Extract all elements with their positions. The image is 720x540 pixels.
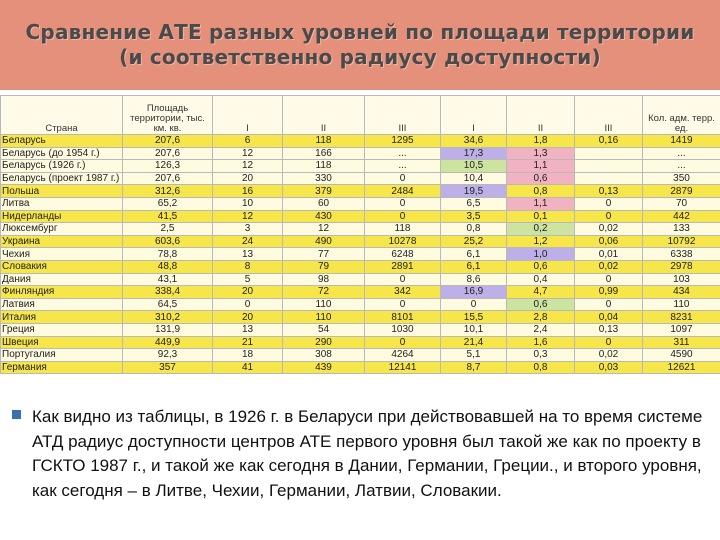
cell-units-level-1: 12 xyxy=(213,160,283,173)
cell-country: Греция xyxy=(1,323,123,336)
title-line-2: (и соответственно радиусу доступности) xyxy=(119,45,601,69)
table-row xyxy=(1,311,720,324)
cell-radius-level-3: 0,13 xyxy=(575,323,643,336)
cell-radius-level-3: 0,06 xyxy=(575,235,643,248)
header-radius-level-1: I xyxy=(441,96,507,135)
cell-units-level-3: 0 xyxy=(365,172,441,185)
cell-total-units: 2879 xyxy=(643,185,720,198)
cell-radius-level-2: 0,8 xyxy=(507,361,575,374)
cell-units-level-3: 1295 xyxy=(365,135,441,148)
table-row xyxy=(1,160,720,173)
cell-radius-level-1: 34,6 xyxy=(441,135,507,148)
cell-area: 78,8 xyxy=(123,248,213,261)
cell-country: Финляндия xyxy=(1,286,123,299)
table-row xyxy=(1,235,720,248)
cell-radius-level-2: 4,7 xyxy=(507,286,575,299)
cell-country: Италия xyxy=(1,311,123,324)
cell-radius-level-3: 0 xyxy=(575,210,643,223)
cell-country: Беларусь (до 1954 г.) xyxy=(1,147,123,160)
table-row xyxy=(1,197,720,210)
cell-radius-level-1: 19,5 xyxy=(441,185,507,198)
cell-units-level-3: 10278 xyxy=(365,235,441,248)
cell-units-level-1: 6 xyxy=(213,135,283,148)
cell-radius-level-1: 21,4 xyxy=(441,336,507,349)
cell-area: 41,5 xyxy=(123,210,213,223)
cell-radius-level-1: 8,6 xyxy=(441,273,507,286)
cell-country: Португалия xyxy=(1,349,123,362)
cell-radius-level-3: 0,02 xyxy=(575,260,643,273)
cell-radius-level-1: 16,9 xyxy=(441,286,507,299)
cell-total-units: 350 xyxy=(643,172,720,185)
cell-units-level-2: 54 xyxy=(283,323,365,336)
cell-units-level-2: 330 xyxy=(283,172,365,185)
cell-units-level-1: 21 xyxy=(213,336,283,349)
cell-radius-level-3: 0,13 xyxy=(575,185,643,198)
cell-units-level-1: 10 xyxy=(213,197,283,210)
cell-units-level-1: 13 xyxy=(213,248,283,261)
cell-units-level-1: 0 xyxy=(213,298,283,311)
cell-radius-level-3: 0,02 xyxy=(575,223,643,236)
table-row xyxy=(1,260,720,273)
cell-units-level-1: 12 xyxy=(213,210,283,223)
cell-area: 64,5 xyxy=(123,298,213,311)
header-units-level-3: III xyxy=(365,96,441,135)
cell-area: 131,9 xyxy=(123,323,213,336)
table-row xyxy=(1,147,720,160)
cell-units-level-1: 5 xyxy=(213,273,283,286)
table-row xyxy=(1,298,720,311)
cell-total-units: ... xyxy=(643,160,720,173)
cell-units-level-3: 6248 xyxy=(365,248,441,261)
header-country: Страна xyxy=(1,96,123,135)
cell-units-level-2: 118 xyxy=(283,160,365,173)
title-band xyxy=(0,0,720,90)
cell-radius-level-3: 0 xyxy=(575,298,643,311)
cell-radius-level-3 xyxy=(575,160,643,173)
slide-title xyxy=(26,20,695,70)
comparison-table-container xyxy=(0,95,720,395)
cell-country: Люксембург xyxy=(1,223,123,236)
cell-radius-level-1: 5,1 xyxy=(441,349,507,362)
cell-radius-level-3 xyxy=(575,172,643,185)
cell-radius-level-1: 6,1 xyxy=(441,248,507,261)
cell-total-units: 6338 xyxy=(643,248,720,261)
cell-radius-level-1: 0,8 xyxy=(441,223,507,236)
cell-radius-level-1: 17,3 xyxy=(441,147,507,160)
cell-area: 2,5 xyxy=(123,223,213,236)
cell-total-units: 103 xyxy=(643,273,720,286)
cell-radius-level-2: 2,8 xyxy=(507,311,575,324)
cell-total-units: 10792 xyxy=(643,235,720,248)
cell-total-units: 12621 xyxy=(643,361,720,374)
title-line-1: Сравнение АТЕ разных уровней по площади территории xyxy=(25,20,695,44)
cell-units-level-1: 3 xyxy=(213,223,283,236)
cell-radius-level-3: 0 xyxy=(575,273,643,286)
cell-radius-level-2: 0,6 xyxy=(507,172,575,185)
cell-total-units: 1419 xyxy=(643,135,720,148)
cell-units-level-2: 439 xyxy=(283,361,365,374)
cell-radius-level-1: 3,5 xyxy=(441,210,507,223)
cell-total-units: ... xyxy=(643,147,720,160)
header-units-level-1: I xyxy=(213,96,283,135)
cell-units-level-2: 12 xyxy=(283,223,365,236)
cell-total-units: 110 xyxy=(643,298,720,311)
cell-radius-level-1: 8,7 xyxy=(441,361,507,374)
cell-area: 207,6 xyxy=(123,147,213,160)
cell-radius-level-1: 0 xyxy=(441,298,507,311)
cell-radius-level-2: 0,1 xyxy=(507,210,575,223)
cell-radius-level-1: 6,1 xyxy=(441,260,507,273)
bullet-square-icon xyxy=(12,410,21,419)
note-text: Как видно из таблицы, в 1926 г. в Беларуси при действовавшей на то время системе АТД радиус доступности центров АТЕ первого уровня был такой же как по проекту в ГСКТО 1987 г., и такой же как сегодня в Дании, Германии, Греции., и второго уровня, как сегодня – в Литве, Чехии, Германии, Латвии, Словакии. xyxy=(32,407,703,500)
header-radius-level-2: II xyxy=(507,96,575,135)
cell-units-level-1: 20 xyxy=(213,172,283,185)
cell-units-level-3: ... xyxy=(365,147,441,160)
cell-radius-level-2: 1,3 xyxy=(507,147,575,160)
cell-area: 310,2 xyxy=(123,311,213,324)
table-row xyxy=(1,361,720,374)
cell-units-level-3: 8101 xyxy=(365,311,441,324)
cell-radius-level-2: 0,8 xyxy=(507,185,575,198)
cell-units-level-1: 8 xyxy=(213,260,283,273)
cell-area: 92,3 xyxy=(123,349,213,362)
cell-units-level-3: 12141 xyxy=(365,361,441,374)
cell-total-units: 8231 xyxy=(643,311,720,324)
table-row xyxy=(1,210,720,223)
table-row xyxy=(1,172,720,185)
table-row xyxy=(1,286,720,299)
cell-radius-level-3 xyxy=(575,147,643,160)
cell-area: 357 xyxy=(123,361,213,374)
cell-area: 207,6 xyxy=(123,172,213,185)
cell-radius-level-3: 0 xyxy=(575,197,643,210)
cell-radius-level-1: 15,5 xyxy=(441,311,507,324)
cell-total-units: 442 xyxy=(643,210,720,223)
cell-units-level-3: 118 xyxy=(365,223,441,236)
cell-country: Беларусь xyxy=(1,135,123,148)
cell-radius-level-2: 1,2 xyxy=(507,235,575,248)
cell-units-level-3: 1030 xyxy=(365,323,441,336)
cell-radius-level-1: 10,4 xyxy=(441,172,507,185)
cell-radius-level-3: 0 xyxy=(575,336,643,349)
cell-area: 65,2 xyxy=(123,197,213,210)
cell-radius-level-1: 25,2 xyxy=(441,235,507,248)
cell-units-level-3: 2891 xyxy=(365,260,441,273)
cell-radius-level-2: 0,4 xyxy=(507,273,575,286)
cell-units-level-1: 20 xyxy=(213,286,283,299)
cell-area: 603,6 xyxy=(123,235,213,248)
cell-units-level-3: 0 xyxy=(365,298,441,311)
cell-radius-level-3: 0,16 xyxy=(575,135,643,148)
cell-units-level-2: 60 xyxy=(283,197,365,210)
cell-radius-level-2: 0,3 xyxy=(507,349,575,362)
cell-units-level-3: 4264 xyxy=(365,349,441,362)
table-row xyxy=(1,336,720,349)
cell-country: Германия xyxy=(1,361,123,374)
table-row xyxy=(1,135,720,148)
cell-radius-level-3: 0,01 xyxy=(575,248,643,261)
cell-units-level-1: 24 xyxy=(213,235,283,248)
cell-units-level-1: 13 xyxy=(213,323,283,336)
header-total-units: Кол. адм. терр. ед. xyxy=(643,96,720,135)
header-radius-level-3: III xyxy=(575,96,643,135)
cell-radius-level-1: 10,1 xyxy=(441,323,507,336)
header-units-level-2: II xyxy=(283,96,365,135)
cell-radius-level-2: 1,1 xyxy=(507,197,575,210)
cell-country: Швеция xyxy=(1,336,123,349)
cell-country: Чехия xyxy=(1,248,123,261)
cell-area: 48,8 xyxy=(123,260,213,273)
cell-units-level-2: 110 xyxy=(283,311,365,324)
comparison-table xyxy=(0,95,720,374)
cell-units-level-2: 98 xyxy=(283,273,365,286)
cell-units-level-3: 0 xyxy=(365,336,441,349)
cell-units-level-2: 118 xyxy=(283,135,365,148)
cell-units-level-2: 110 xyxy=(283,298,365,311)
table-header-row xyxy=(1,96,720,135)
cell-area: 43,1 xyxy=(123,273,213,286)
cell-radius-level-1: 10,5 xyxy=(441,160,507,173)
cell-units-level-1: 12 xyxy=(213,147,283,160)
cell-units-level-2: 77 xyxy=(283,248,365,261)
cell-total-units: 2978 xyxy=(643,260,720,273)
cell-units-level-3: 342 xyxy=(365,286,441,299)
cell-total-units: 311 xyxy=(643,336,720,349)
cell-units-level-3: 0 xyxy=(365,273,441,286)
cell-units-level-2: 308 xyxy=(283,349,365,362)
table-row xyxy=(1,273,720,286)
cell-radius-level-2: 1,8 xyxy=(507,135,575,148)
cell-country: Латвия xyxy=(1,298,123,311)
cell-units-level-3: ... xyxy=(365,160,441,173)
cell-radius-level-2: 0,6 xyxy=(507,260,575,273)
cell-total-units: 434 xyxy=(643,286,720,299)
cell-units-level-2: 290 xyxy=(283,336,365,349)
cell-area: 449,9 xyxy=(123,336,213,349)
cell-units-level-3: 2484 xyxy=(365,185,441,198)
cell-units-level-1: 18 xyxy=(213,349,283,362)
cell-radius-level-2: 2,4 xyxy=(507,323,575,336)
cell-units-level-2: 72 xyxy=(283,286,365,299)
cell-units-level-3: 0 xyxy=(365,197,441,210)
bullet-note xyxy=(12,405,712,503)
cell-country: Польша xyxy=(1,185,123,198)
cell-units-level-2: 430 xyxy=(283,210,365,223)
cell-radius-level-2: 1,0 xyxy=(507,248,575,261)
cell-country: Нидерланды xyxy=(1,210,123,223)
cell-radius-level-2: 0,2 xyxy=(507,223,575,236)
cell-area: 312,6 xyxy=(123,185,213,198)
cell-country: Литва xyxy=(1,197,123,210)
cell-units-level-2: 166 xyxy=(283,147,365,160)
table-row xyxy=(1,248,720,261)
cell-radius-level-3: 0,02 xyxy=(575,349,643,362)
cell-units-level-3: 0 xyxy=(365,210,441,223)
table-row xyxy=(1,223,720,236)
cell-country: Словакия xyxy=(1,260,123,273)
cell-radius-level-3: 0,04 xyxy=(575,311,643,324)
table-row xyxy=(1,323,720,336)
cell-units-level-1: 16 xyxy=(213,185,283,198)
cell-area: 207,6 xyxy=(123,135,213,148)
cell-units-level-1: 41 xyxy=(213,361,283,374)
cell-radius-level-3: 0,99 xyxy=(575,286,643,299)
cell-radius-level-2: 1,6 xyxy=(507,336,575,349)
cell-total-units: 4590 xyxy=(643,349,720,362)
cell-units-level-1: 20 xyxy=(213,311,283,324)
cell-country: Дания xyxy=(1,273,123,286)
cell-area: 338,4 xyxy=(123,286,213,299)
cell-radius-level-3: 0,03 xyxy=(575,361,643,374)
cell-total-units: 70 xyxy=(643,197,720,210)
table-row xyxy=(1,349,720,362)
cell-country: Беларусь (1926 г.) xyxy=(1,160,123,173)
cell-radius-level-2: 1,1 xyxy=(507,160,575,173)
cell-total-units: 1097 xyxy=(643,323,720,336)
cell-country: Украина xyxy=(1,235,123,248)
table-row xyxy=(1,185,720,198)
cell-area: 126,3 xyxy=(123,160,213,173)
cell-radius-level-2: 0,6 xyxy=(507,298,575,311)
cell-country: Беларусь (проект 1987 г.) xyxy=(1,172,123,185)
cell-total-units: 133 xyxy=(643,223,720,236)
cell-units-level-2: 490 xyxy=(283,235,365,248)
cell-units-level-2: 379 xyxy=(283,185,365,198)
cell-radius-level-1: 6,5 xyxy=(441,197,507,210)
header-area: Площадь территории, тыс. км. кв. xyxy=(123,96,213,135)
cell-units-level-2: 79 xyxy=(283,260,365,273)
